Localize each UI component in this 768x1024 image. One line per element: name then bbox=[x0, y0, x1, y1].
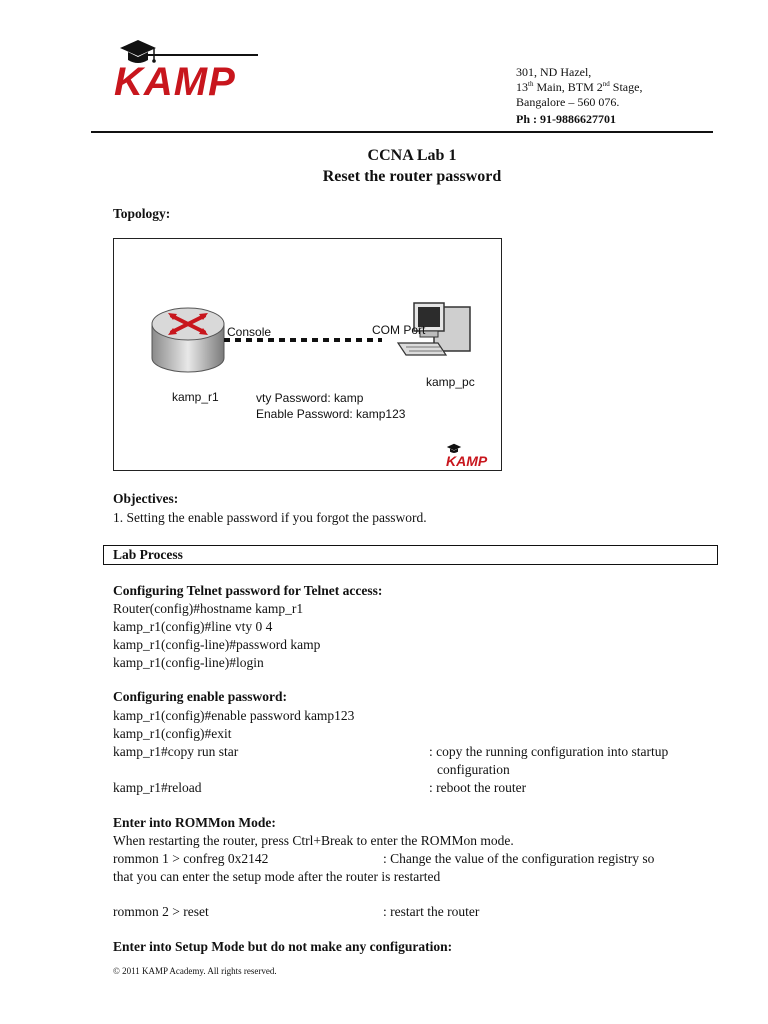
lab-process-heading: Lab Process bbox=[113, 547, 183, 562]
logo-text: KAMP bbox=[114, 60, 236, 104]
telnet-line: kamp_r1(config-line)#password kamp bbox=[113, 637, 321, 652]
telnet-line: kamp_r1(config)#line vty 0 4 bbox=[113, 619, 273, 634]
setup-heading: Enter into Setup Mode but do not make any configuration: bbox=[113, 939, 453, 954]
reload-note: : reboot the router bbox=[429, 780, 527, 795]
rommon-heading: Enter into ROMMon Mode: bbox=[113, 815, 276, 830]
diagram-watermark-logo: KAMP bbox=[444, 443, 500, 471]
enable-heading: Configuring enable password: bbox=[113, 689, 288, 704]
enable-password-label: Enable Password: kamp123 bbox=[256, 407, 406, 421]
rommon-intro: When restarting the router, press Ctrl+Break to enter the ROMMon mode. bbox=[113, 833, 514, 848]
logo-rule bbox=[148, 54, 258, 56]
router-icon bbox=[148, 302, 228, 378]
topology-diagram bbox=[113, 238, 502, 471]
vty-password-label: vty Password: kamp bbox=[256, 391, 364, 405]
telnet-heading: Configuring Telnet password for Telnet access: bbox=[113, 583, 383, 598]
enable-note-cont: configuration bbox=[437, 762, 510, 777]
objectives-heading: Objectives: bbox=[113, 491, 179, 506]
address-line-1: 301, ND Hazel, bbox=[516, 65, 592, 79]
page-subtitle: Reset the router password bbox=[322, 168, 502, 185]
rommon-note: : restart the router bbox=[383, 904, 480, 919]
router-name-label: kamp_r1 bbox=[172, 390, 219, 404]
enable-line: kamp_r1(config)#exit bbox=[113, 726, 232, 741]
objective-item: 1. Setting the enable password if you forgot the password. bbox=[113, 510, 427, 525]
header-rule bbox=[91, 131, 713, 133]
rommon-cmd: rommon 2 > reset bbox=[113, 904, 209, 919]
com-port-label: COM Port bbox=[372, 323, 426, 337]
telnet-line: Router(config)#hostname kamp_r1 bbox=[113, 601, 304, 616]
rommon-cmd: rommon 1 > confreg 0x2142 bbox=[113, 851, 269, 866]
pc-name-label: kamp_pc bbox=[426, 375, 475, 389]
address-line-2: 13th Main, BTM 2nd Stage, bbox=[516, 80, 643, 94]
rommon-note-cont: that you can enter the setup mode after the router is restarted bbox=[113, 869, 441, 884]
enable-line: kamp_r1#reload bbox=[113, 780, 202, 795]
phone: Ph : 91-9886627701 bbox=[516, 112, 616, 126]
telnet-line: kamp_r1(config-line)#login bbox=[113, 655, 264, 670]
address-line-3: Bangalore – 560 076. bbox=[516, 95, 620, 109]
rommon-note: : Change the value of the configuration registry so bbox=[383, 851, 655, 866]
topology-heading: Topology: bbox=[113, 206, 171, 221]
enable-line: kamp_r1(config)#enable password kamp123 bbox=[113, 708, 355, 723]
enable-line: kamp_r1#copy run star bbox=[113, 744, 239, 759]
lab-process-box bbox=[103, 545, 718, 565]
page-title: CCNA Lab 1 bbox=[367, 147, 457, 164]
console-label: Console bbox=[227, 325, 272, 339]
enable-note: : copy the running configuration into startup bbox=[429, 744, 669, 759]
copyright: © 2011 KAMP Academy. All rights reserved. bbox=[113, 966, 277, 976]
